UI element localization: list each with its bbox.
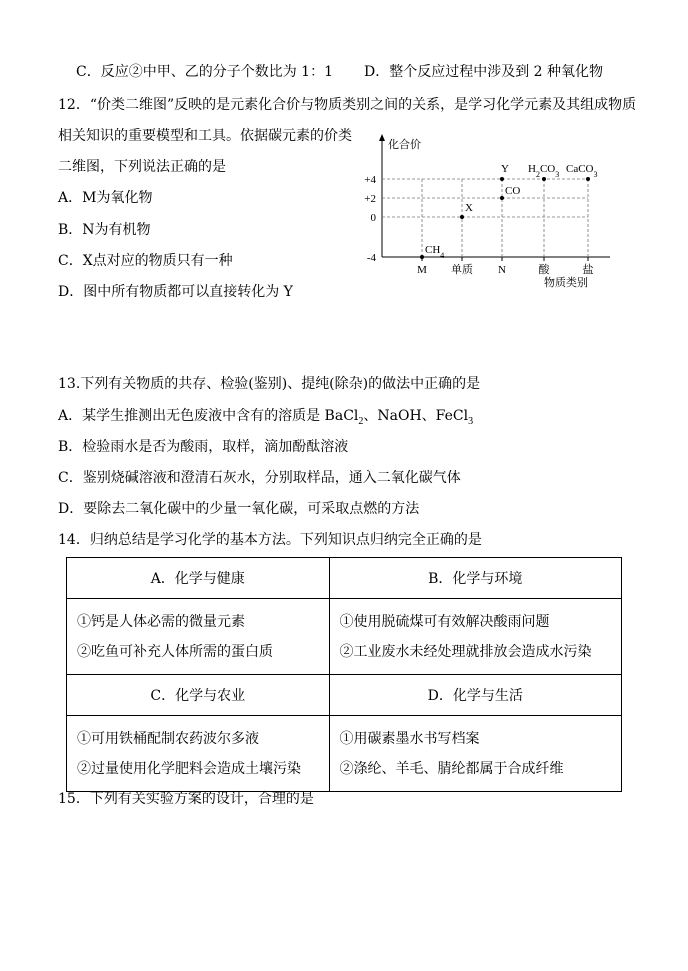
y-tick-label: +2 xyxy=(364,193,376,205)
y-tick-label: 0 xyxy=(370,212,376,224)
chart-svg xyxy=(340,130,630,295)
q12-stem-line3: 二维图，下列说法正确的是 xyxy=(58,159,226,175)
data-point xyxy=(500,196,504,200)
q15-stem: 15．下列有关实验方案的设计，合理的是 xyxy=(58,791,314,807)
table-cell-c xyxy=(67,716,330,792)
point-label: $CH_4$ xyxy=(425,244,445,260)
data-point xyxy=(542,177,546,181)
y-tick-label: +4 xyxy=(364,174,376,186)
table-cell-d xyxy=(329,716,622,792)
q13-stem: 13.下列有关物质的共存、检验(鉴别)、提纯(除杂)的做法中正确的是 xyxy=(58,376,481,392)
data-point xyxy=(460,215,464,219)
q13-option-a-text1: A．某学生推测出无色废液中含有的溶质是 BaCl xyxy=(58,408,359,424)
table-d-item-2: ②涤纶、羊毛、腈纶都属于合成纤维 xyxy=(339,760,564,777)
table-head-a: A．化学与健康 xyxy=(67,558,330,599)
q14-stem: 14．归纳总结是学习化学的基本方法。下列知识点归纳完全正确的是 xyxy=(58,532,482,548)
data-point xyxy=(586,177,590,181)
subscript-3: 3 xyxy=(468,415,474,427)
table-cell-a xyxy=(67,599,330,675)
q12-option-a: A．M为氧化物 xyxy=(58,190,153,206)
y-axis-arrow xyxy=(379,134,385,141)
q13-option-a-text2: 、NaOH、FeCl xyxy=(363,408,469,424)
q12-option-b: B．N为有机物 xyxy=(58,222,151,238)
point-label: Y xyxy=(501,163,509,175)
table-head-c: C．化学与农业 xyxy=(67,675,330,716)
table-c-item-2: ②过量使用化学肥料会造成土壤污染 xyxy=(77,760,301,777)
y-tick-label: -4 xyxy=(366,252,376,264)
x-axis-label: 物质类别 xyxy=(544,276,588,289)
q12-stem-line1: 12．“价类二维图”反映的是元素化合价与物质类别之间的关系，是学习化学元素及其组成物质 xyxy=(58,97,637,113)
q11-option-d: D．整个反应过程中涉及到 2 种氧化物 xyxy=(364,64,604,80)
q14-knowledge-table xyxy=(66,557,622,792)
point-label: CaCO$_3$ xyxy=(566,163,598,179)
x-tick-label: 酸 xyxy=(538,263,550,276)
table-b-item-2: ②工业废水未经处理就排放会造成水污染 xyxy=(339,643,592,660)
q13-option-a xyxy=(58,406,473,432)
q12-option-d: D．图中所有物质都可以直接转化为 Y xyxy=(58,284,293,300)
q13-option-b: B．检验雨水是否为酸雨，取样，滴加酚酞溶液 xyxy=(58,439,349,455)
x-tick-label: M xyxy=(417,264,427,276)
q13-option-d: D．要除去二氧化碳中的少量一氧化碳，可采取点燃的方法 xyxy=(58,501,420,517)
x-tick-label: 单质 xyxy=(451,263,473,276)
table-a-item-2: ②吃鱼可补充人体所需的蛋白质 xyxy=(77,643,273,660)
q13-option-c: C．鉴别烧碱溶液和澄清石灰水，分别取样品，通入二氧化碳气体 xyxy=(58,470,461,486)
table-b-item-1: ①使用脱硫煤可有效解决酸雨问题 xyxy=(339,613,550,630)
table-head-d: D．化学与生活 xyxy=(329,675,622,716)
subscript-2: 2 xyxy=(358,415,364,427)
q11-option-c: C．反应②中甲、乙的分子个数比为 1：1 xyxy=(76,64,333,80)
q12-option-c: C．X点对应的物质只有一种 xyxy=(58,253,233,269)
y-axis-label: 化合价 xyxy=(388,138,421,151)
data-point xyxy=(500,177,504,181)
table-a-item-1: ①钙是人体必需的微量元素 xyxy=(77,613,245,630)
point-label: X xyxy=(465,202,473,214)
table-d-item-1: ①用碳素墨水书写档案 xyxy=(339,730,480,747)
data-point xyxy=(420,255,424,259)
table-cell-b xyxy=(329,599,622,675)
x-tick-label: 盐 xyxy=(582,263,594,276)
x-tick-label: N xyxy=(498,264,506,276)
valence-class-chart xyxy=(340,130,630,295)
table-c-item-1: ①可用铁桶配制农药波尔多液 xyxy=(77,730,259,747)
point-label: $H_2CO_3$ xyxy=(528,163,560,179)
point-label: CO xyxy=(505,185,521,197)
q12-stem-line2: 相关知识的重要模型和工具。依据碳元素的价类 xyxy=(58,128,352,144)
table-head-b: B．化学与环境 xyxy=(329,558,622,599)
